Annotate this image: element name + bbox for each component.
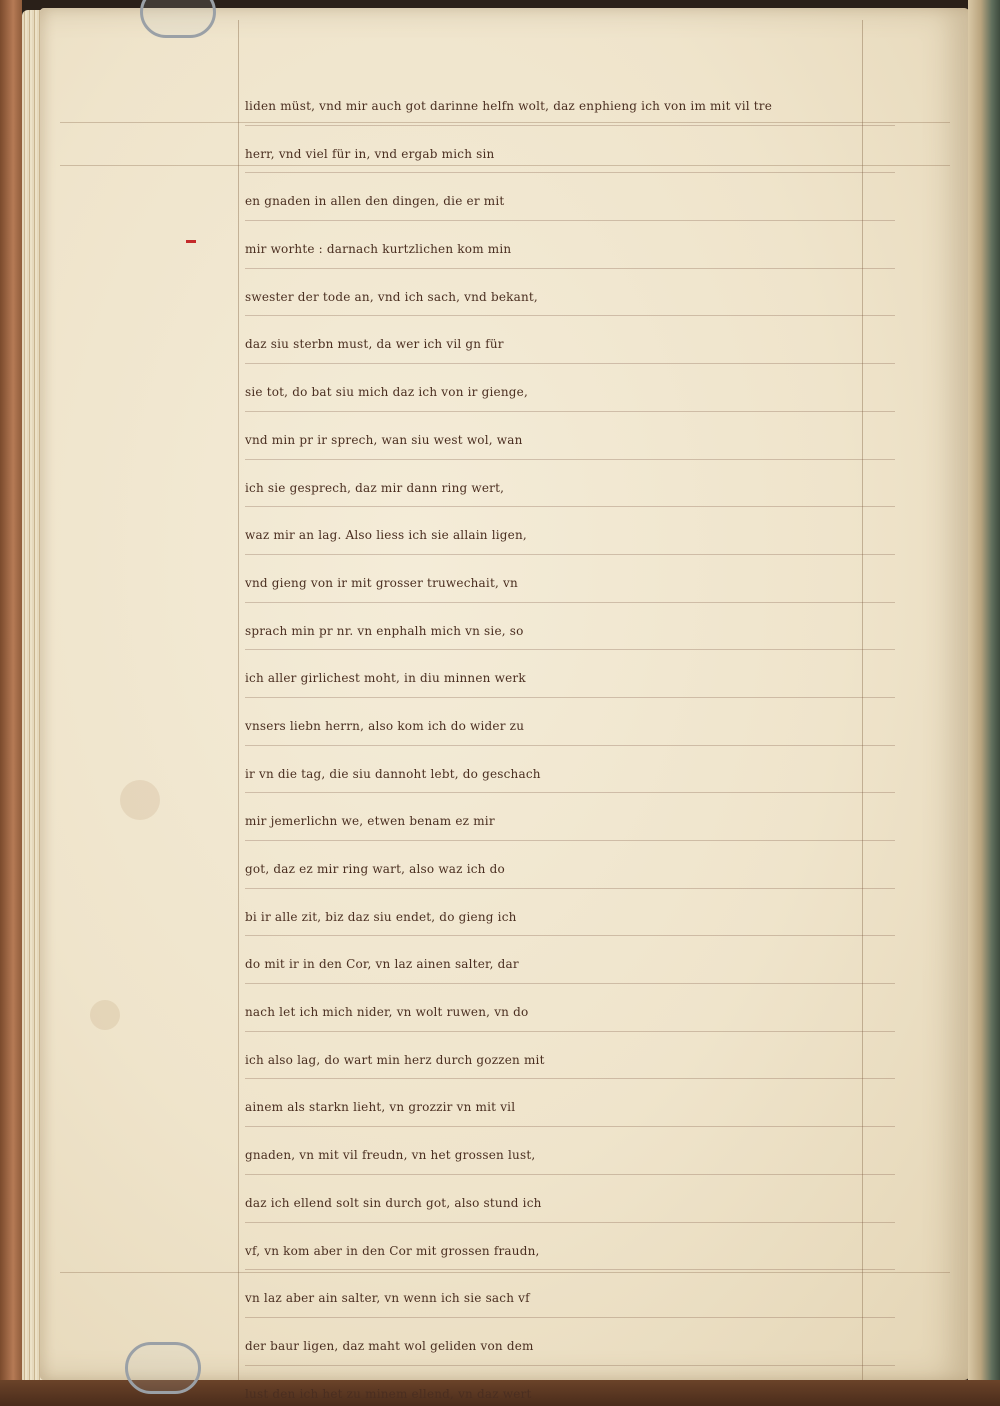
ruling-vertical-left (238, 20, 239, 1380)
text-line: ir vn die tag, die siu dannoht lebt, do geschach (245, 754, 925, 802)
text-line: got, daz ez mir ring wart, also waz ich do (245, 849, 925, 897)
paper-stain (120, 780, 160, 820)
book-cover-left (0, 0, 22, 1406)
text-line: waz mir an lag. Also liess ich sie allain ligen, (245, 515, 925, 563)
text-line: ainem als starkn lieht, vn grozzir vn mit vil (245, 1087, 925, 1135)
text-line: ich also lag, do wart min herz durch gozzen mit (245, 1040, 925, 1088)
text-line: daz siu sterbn must, da wer ich vil gn für (245, 324, 925, 372)
text-line: mir worhte : darnach kurtzlichen kom min (245, 229, 925, 277)
text-line: sie tot, do bat siu mich daz ich von ir gienge, (245, 372, 925, 420)
text-line: mir jemerlichn we, etwen benam ez mir (245, 801, 925, 849)
text-line: sprach min pr nr. vn enphalh mich vn sie, so (245, 611, 925, 659)
text-line: liden müst, vnd mir auch got darinne helfn wolt, daz enphieng ich von im mit vil tre (245, 86, 925, 134)
text-line: nach let ich mich nider, vn wolt ruwen, vn do (245, 992, 925, 1040)
text-line: herr, vnd viel für in, vnd ergab mich sin (245, 134, 925, 182)
text-line: vn laz aber ain salter, vn wenn ich sie sach vf (245, 1278, 925, 1326)
text-line: vnd gieng von ir mit grosser truwechait, vn (245, 563, 925, 611)
paper-clip-bottom (125, 1342, 201, 1394)
text-line: vf, vn kom aber in den Cor mit grossen fraudn, (245, 1231, 925, 1279)
text-line: bi ir alle zit, biz daz siu endet, do gieng ich (245, 897, 925, 945)
text-line: do mit ir in den Cor, vn laz ainen salter, dar (245, 944, 925, 992)
text-line: lust den ich het zu minem ellend, vn daz wert (245, 1374, 925, 1406)
text-line: daz ich ellend solt sin durch got, also stund ich (245, 1183, 925, 1231)
text-line: der baur ligen, daz maht wol geliden von dem (245, 1326, 925, 1374)
text-line: swester der tode an, vnd ich sach, vnd bekant, (245, 277, 925, 325)
paper-stain (90, 1000, 120, 1030)
paper-clip-top (140, 0, 216, 38)
manuscript-text (245, 86, 925, 1406)
text-line: vnsers liebn herrn, also kom ich do wider zu (245, 706, 925, 754)
red-margin-mark (186, 240, 196, 243)
text-line: vnd min pr ir sprech, wan siu west wol, wan (245, 420, 925, 468)
text-line: ich sie gesprech, daz mir dann ring wert, (245, 468, 925, 516)
text-line: gnaden, vn mit vil freudn, vn het grossen lust, (245, 1135, 925, 1183)
book-cover-right (968, 0, 1000, 1406)
text-line: en gnaden in allen den dingen, die er mit (245, 181, 925, 229)
text-line: ich aller girlichest moht, in diu minnen werk (245, 658, 925, 706)
